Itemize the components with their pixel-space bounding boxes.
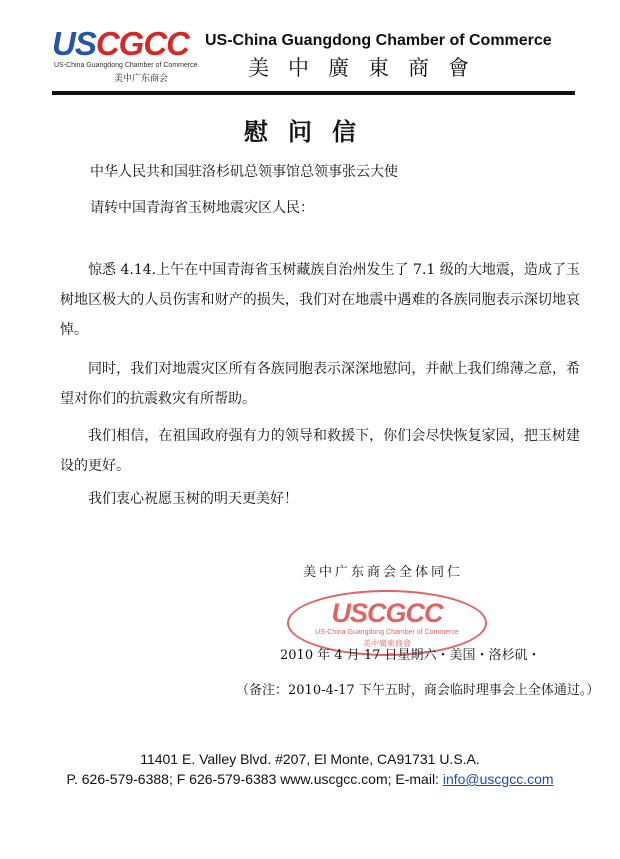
logo-us: US xyxy=(52,25,96,62)
stamp-chinese: 美中廣東商會 xyxy=(363,639,411,648)
footer-contact-text: P. 626-579-6388; F 626-579-6383 www.uscgcc.com; E-mail: xyxy=(66,771,443,787)
approval-note: （备注：2010-4-17 下午五时，商会临时理事会上全体通过。） xyxy=(236,683,600,698)
recipient-line-2: 请转中国青海省玉树地震灾区人民： xyxy=(90,200,314,216)
stamp-subtitle: US-China Guangdong Chamber of Commerce xyxy=(315,629,459,636)
logo-cgcc: CGCC xyxy=(95,25,190,62)
footer-email-link[interactable]: info@uscgcc.com xyxy=(442,771,554,787)
logo-subtitle: US-China Guangdong Chamber of Commerce xyxy=(54,62,198,69)
footer-address: 11401 E. Valley Blvd. #207, El Monte, CA91731 U.S.A. xyxy=(140,751,480,767)
paragraph-2: 同时，我们对地震灾区所有各族同胞表示深深地慰问，并献上我们绵薄之意，希望对你们的抗震救灾有所帮助。 xyxy=(60,361,580,407)
letter-date: 2010 年 4 月 17 日星期六・美国・洛杉矶・ xyxy=(280,648,541,663)
signature: 美中广东商会全体同仁 xyxy=(303,565,464,580)
header-divider xyxy=(52,91,575,95)
footer-contact xyxy=(0,771,620,787)
paragraph-4: 我们衷心祝愿玉树的明天更美好！ xyxy=(88,491,298,507)
paragraph-3: 我们相信，在祖国政府强有力的领导和救援下，你们会尽快恢复家园，把玉树建设的更好。 xyxy=(60,428,580,474)
org-name-english: US-China Guangdong Chamber of Commerce xyxy=(205,32,552,49)
stamp-wordmark: USCGCC xyxy=(331,598,443,628)
letterhead-logo xyxy=(52,26,202,86)
letter-title: 慰问信 xyxy=(244,117,376,146)
logo-chinese: 美中广东商会 xyxy=(114,74,169,84)
paragraph-1: 惊悉 4.14.上午在中国青海省玉树藏族自治州发生了 7.1 级的大地震，造成了玉树地区极大的人员伤害和财产的损失，我们对在地震中遇难的各族同胞表示深切地哀悼。 xyxy=(60,262,580,338)
org-name-chinese: 美中廣東商會 xyxy=(248,56,488,80)
recipient-line-1: 中华人民共和国驻洛杉矶总领事馆总领事张云大使 xyxy=(90,164,398,180)
logo-wordmark xyxy=(52,26,189,62)
